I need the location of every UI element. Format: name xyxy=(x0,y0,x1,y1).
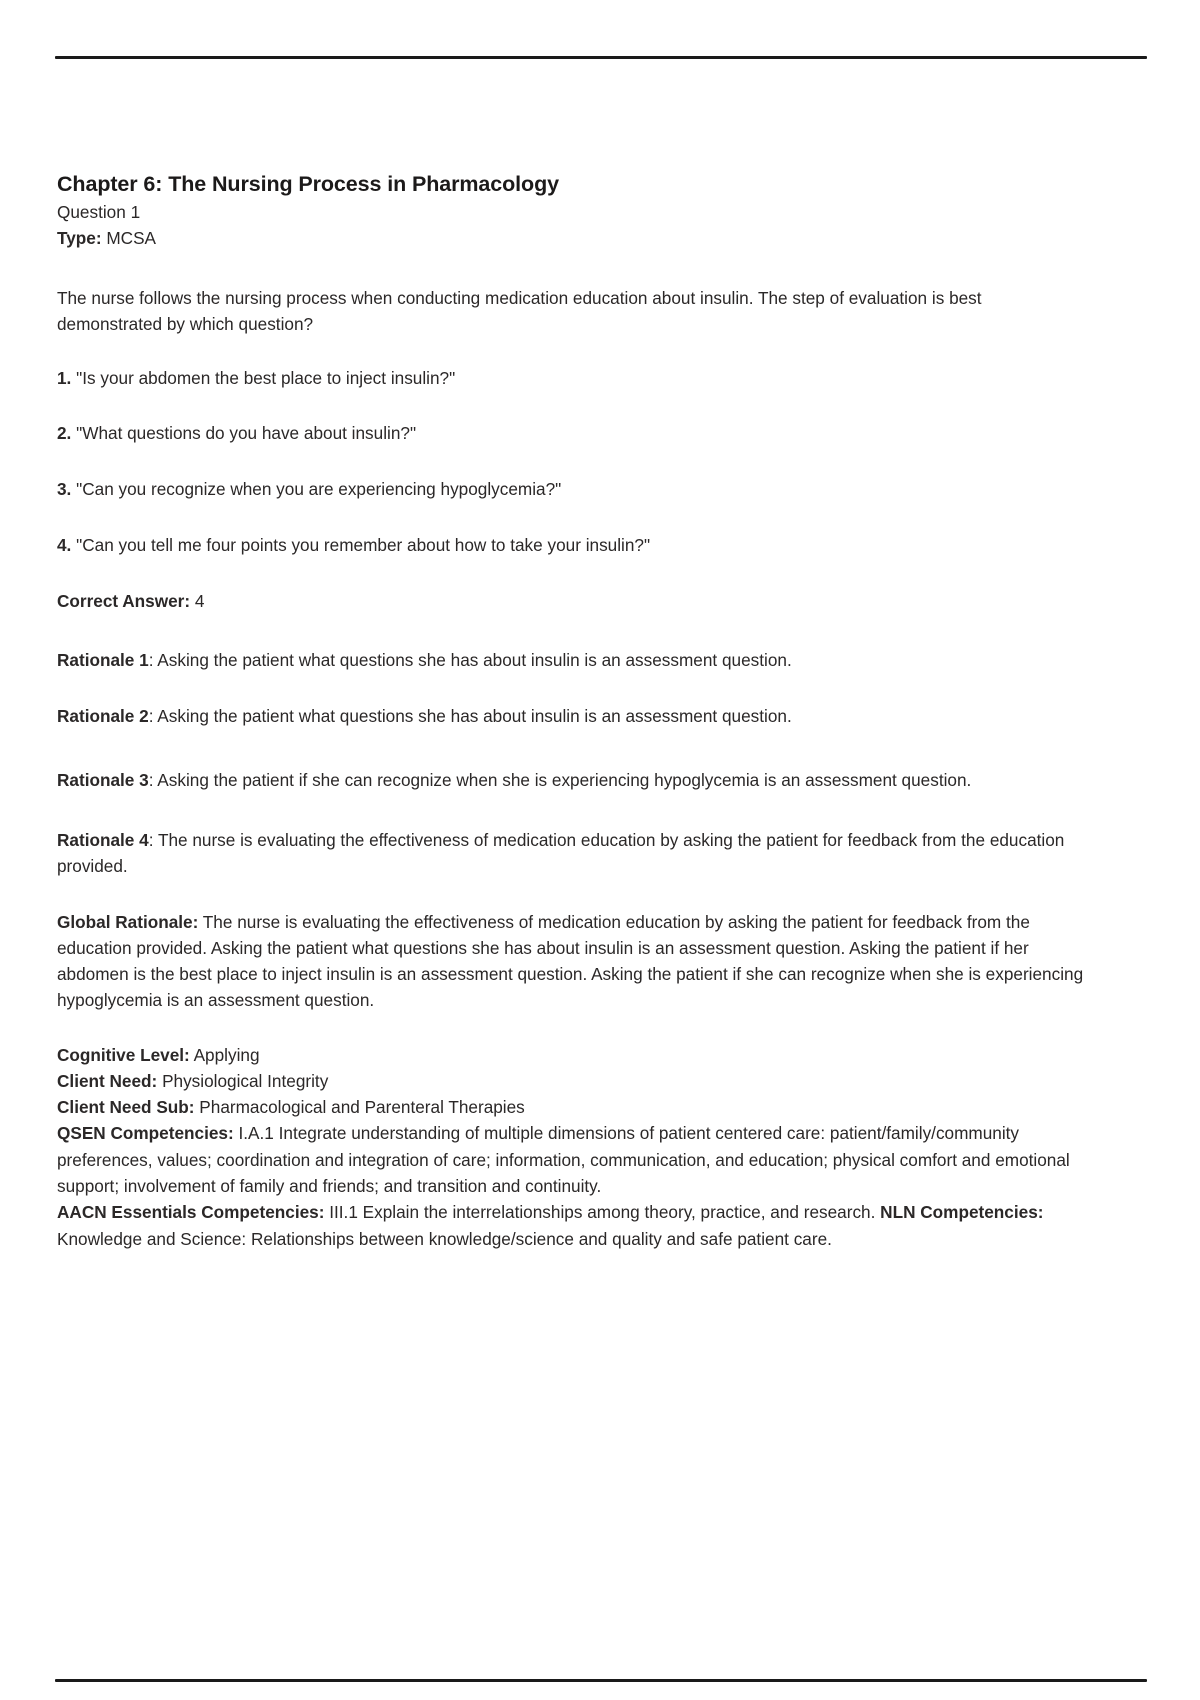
option-text: "What questions do you have about insulin?" xyxy=(76,423,417,444)
option-number: 1. xyxy=(57,367,72,388)
rationale-label: Rationale 2 xyxy=(57,705,149,726)
client-need-sub-value: Pharmacological and Parenteral Therapies xyxy=(199,1097,525,1118)
client-need-sub-row xyxy=(57,1094,1087,1120)
rationale-text: The nurse is evaluating the effectiveness of medication education by asking the patient for feedback from the education provided. xyxy=(57,829,1065,876)
rationale-label: Rationale 4 xyxy=(57,829,149,850)
page-top-rule xyxy=(55,56,1147,59)
rationale-text: Asking the patient if she can recognize when she is experiencing hypoglycemia is an assessment question. xyxy=(153,769,972,790)
rationale-separator: : xyxy=(148,705,154,726)
aacn-competencies-label: AACN Essentials Competencies: xyxy=(57,1202,325,1223)
answer-option[interactable] xyxy=(57,477,1087,503)
option-number: 4. xyxy=(57,534,72,555)
rationale-separator: : xyxy=(148,829,154,850)
qsen-competencies-label: QSEN Competencies: xyxy=(57,1123,234,1144)
question-type-label: Type: xyxy=(57,227,102,248)
client-need-sub-label: Client Need Sub: xyxy=(57,1097,195,1118)
correct-answer-label: Correct Answer: xyxy=(57,590,191,611)
option-number: 3. xyxy=(57,479,72,500)
spacer xyxy=(57,251,1087,285)
option-text: "Is your abdomen the best place to inject insulin?" xyxy=(76,367,456,388)
nln-competencies-label: NLN Competencies: xyxy=(880,1202,1044,1223)
nln-competencies-value: Knowledge and Science: Relationships between knowledge/science and quality and safe patient care. xyxy=(57,1228,832,1249)
question-stem: The nurse follows the nursing process when conducting medication education about insulin. The step of evaluation is best demonstrated by which question? xyxy=(57,288,982,335)
option-text: "Can you recognize when you are experiencing hypoglycemia?" xyxy=(76,479,562,500)
rationale-label: Rationale 1 xyxy=(57,649,149,670)
rationale-item xyxy=(57,703,1087,729)
global-rationale xyxy=(57,909,1087,1014)
cognitive-level-label: Cognitive Level: xyxy=(57,1044,190,1065)
rationale-label: Rationale 3 xyxy=(57,769,149,790)
rationale-separator: : xyxy=(148,769,154,790)
answer-option[interactable] xyxy=(57,421,1087,447)
question-metadata xyxy=(57,1042,1087,1253)
option-number: 2. xyxy=(57,423,72,444)
document-content xyxy=(57,170,1087,1252)
answer-option[interactable] xyxy=(57,533,1087,559)
question-number: Question 1 xyxy=(57,202,141,223)
rationale-text: Asking the patient what questions she has about insulin is an assessment question. xyxy=(153,649,792,670)
option-text: "Can you tell me four points you remember about how to take your insulin?" xyxy=(76,534,651,555)
page-title: Chapter 6: The Nursing Process in Pharmacology xyxy=(57,172,559,196)
client-need-label: Client Need: xyxy=(57,1070,158,1091)
cognitive-level-row xyxy=(57,1042,1087,1068)
answer-option[interactable] xyxy=(57,366,1087,392)
qsen-competencies-row xyxy=(57,1120,1087,1199)
global-rationale-label: Global Rationale: xyxy=(57,911,199,932)
aacn-competencies-value: III.1 Explain the interrelationships among theory, practice, and research. xyxy=(329,1202,876,1223)
correct-answer xyxy=(57,589,1087,615)
rationale-text: Asking the patient what questions she has about insulin is an assessment question. xyxy=(153,705,792,726)
rationale-item xyxy=(57,647,1087,673)
global-rationale-text: The nurse is evaluating the effectiveness of medication education by asking the patient for feedback from the education provided. Asking the patient what questions she has about insulin is an assessment question. Asking the patient if her abdomen is the best place to inject insulin is an assessment question. Asking the patient if she can recognize when she is experiencing hypoglycemia is an assessment question. xyxy=(57,911,1084,1011)
spacer xyxy=(57,1014,1087,1042)
aacn-nln-competencies-row xyxy=(57,1199,1087,1252)
correct-answer-value: 4 xyxy=(194,590,205,611)
rationale-item xyxy=(57,827,1087,879)
rationale-separator: : xyxy=(148,649,154,670)
rationale-item xyxy=(57,759,1087,803)
spacer xyxy=(57,338,1087,366)
cognitive-level-value: Applying xyxy=(193,1044,260,1065)
client-need-value: Physiological Integrity xyxy=(162,1070,329,1091)
question-type-text: MCSA xyxy=(106,227,157,248)
question-type xyxy=(57,226,1087,251)
client-need-row xyxy=(57,1068,1087,1094)
qsen-competencies-value: I.A.1 Integrate understanding of multiple dimensions of patient centered care: patient/family/community preferences, values; coordination and integration of care; information, communication, and education; physical comfort and emotional support; involvement of family and friends; and transition and continuity. xyxy=(57,1123,1070,1197)
page-bottom-rule xyxy=(55,1679,1147,1682)
